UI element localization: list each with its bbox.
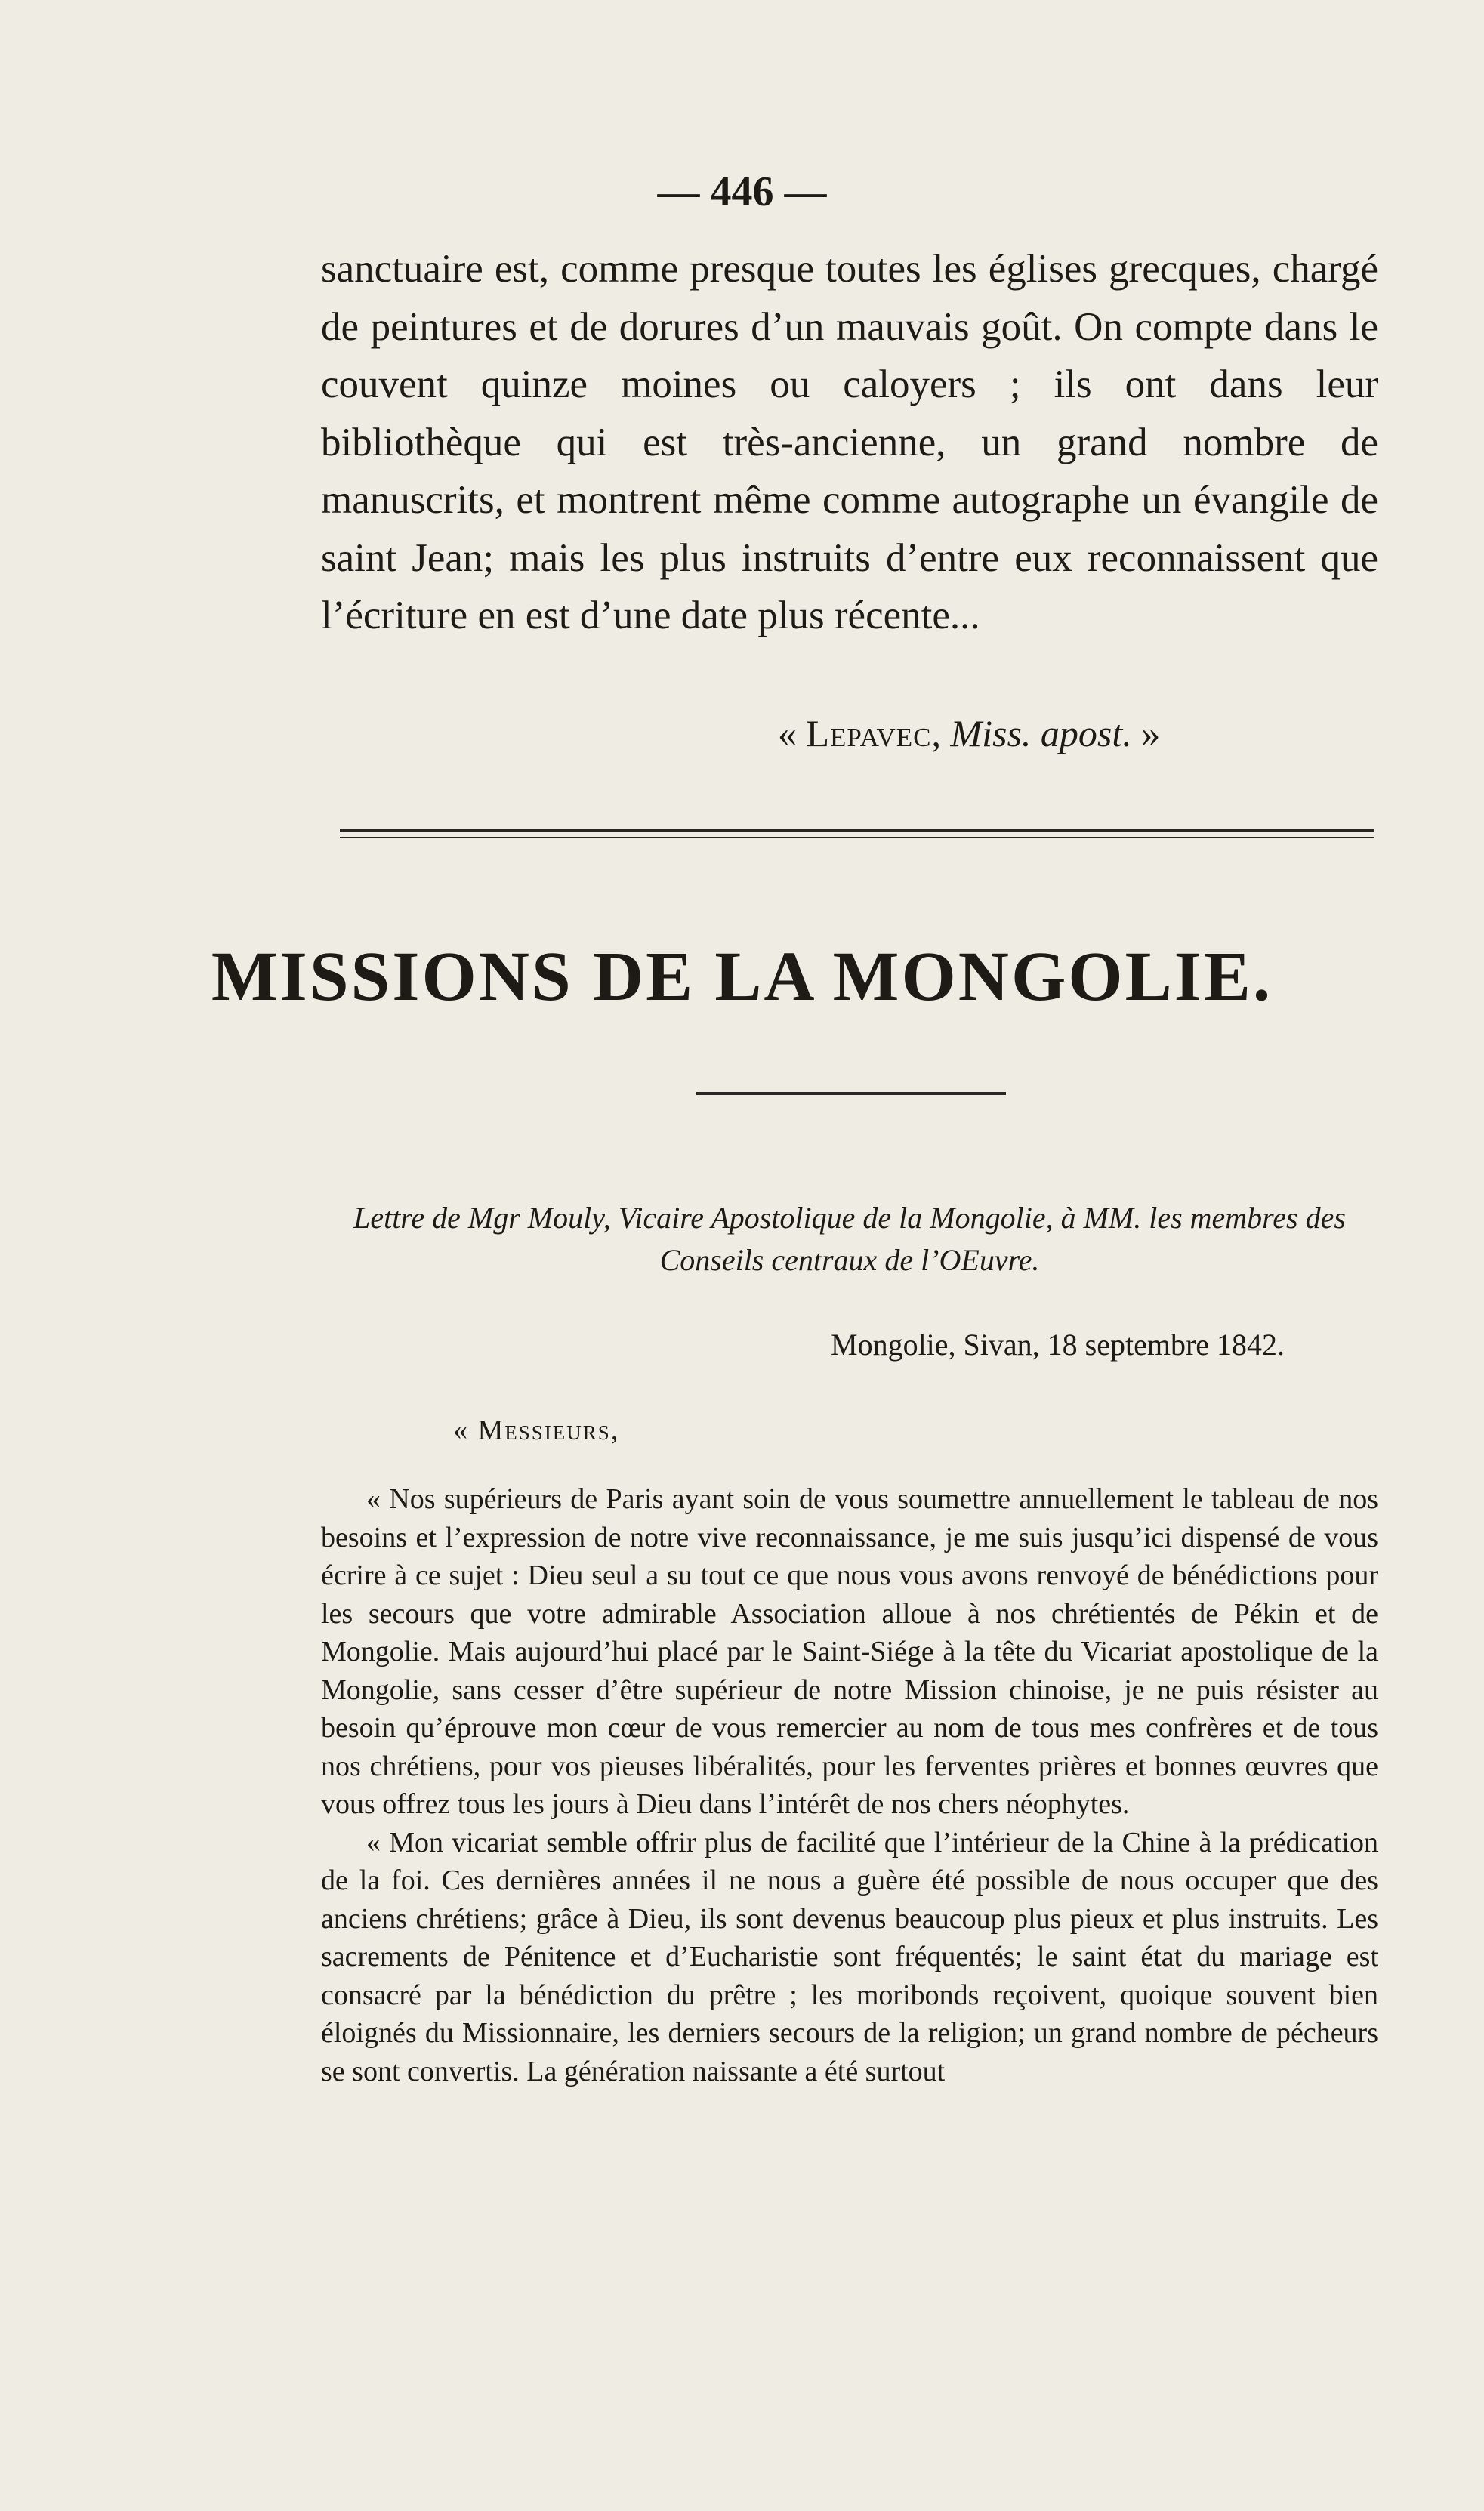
section-title: MISSIONS DE LA MONGOLIE. [211, 938, 1273, 1016]
signature [778, 711, 1160, 755]
signature-close: » [1131, 712, 1161, 754]
body-paragraph-1: « Nos supérieurs de Paris ayant soin de vous soumettre annuellement le tableau de nos besoins et l’expression de notre vive reconnaissance, je me suis jusqu’ici dispensé de vous écrire à ce sujet : Dieu seul a su tout ce que nous vous avons renvoyé de bénédictions pour les secours que votre admirable Association alloue à nos chrétientés de Pékin et de Mongolie. Mais aujourd’hui placé par le Saint-Siége à la tête du Vicariat apostolique de la Mongolie, sans cesser d’être supérieur de notre Mission chinoise, je ne puis résister au besoin qu’éprouve mon cœur de vous remercier au nom de tous mes confrères et de tous nos chrétiens, pour vos pieuses libéralités, pour les ferventes prières et bonnes œuvres que vous offrez tous les jours à Dieu dans l’intérêt de nos chers néophytes. [321, 1483, 1378, 1820]
signature-separator: , [931, 712, 951, 754]
page-number: — 446 — [657, 168, 827, 215]
signature-open: « [778, 712, 807, 754]
letter-salutation: « Messieurs, [453, 1414, 620, 1446]
title-underline [696, 1092, 1006, 1095]
signature-name: Lepavec [806, 712, 932, 754]
signature-title: Miss. apost. [950, 712, 1132, 754]
letter-dateline: Mongolie, Sivan, 18 septembre 1842. [831, 1328, 1285, 1362]
continuation-paragraph: sanctuaire est, comme presque toutes les églises grecques, chargé de peintures et de dorures d’un mauvais goût. On compte dans le couvent quinze moines ou caloyers ; ils ont dans leur bibliothèque qui est très-ancienne, un grand nombre de manuscrits, et montrent même comme autographe un évangile de saint Jean; mais les plus instruits d’entre eux reconnaissent que l’écriture en est d’une date plus récente... [321, 247, 1378, 637]
letter-body [321, 1480, 1378, 2090]
section-divider-double [340, 829, 1374, 838]
body-paragraph-2: « Mon vicariat semble offrir plus de facilité que l’intérieur de la Chine à la prédication de la foi. Ces dernières années il ne nous a guère été possible de nous occuper que des anciens chrétiens; grâce à Dieu, ils sont devenus beaucoup plus pieux et plus instruits. Les sacrements de Pénitence et d’Eucharistie sont fréquentés; le saint état du mariage est consacré par la bénédiction du prêtre ; les moribonds reçoivent, quoique souvent bien éloignés du Missionnaire, les derniers secours de la religion; un grand nombre de pécheurs se sont convertis. La génération naissante a été surtout [321, 1826, 1378, 2087]
letter-heading: Lettre de Mgr Mouly, Vicaire Apostolique de la Mongolie, à MM. les membres des Conseils centraux de l’OEuvre. [353, 1201, 1346, 1277]
